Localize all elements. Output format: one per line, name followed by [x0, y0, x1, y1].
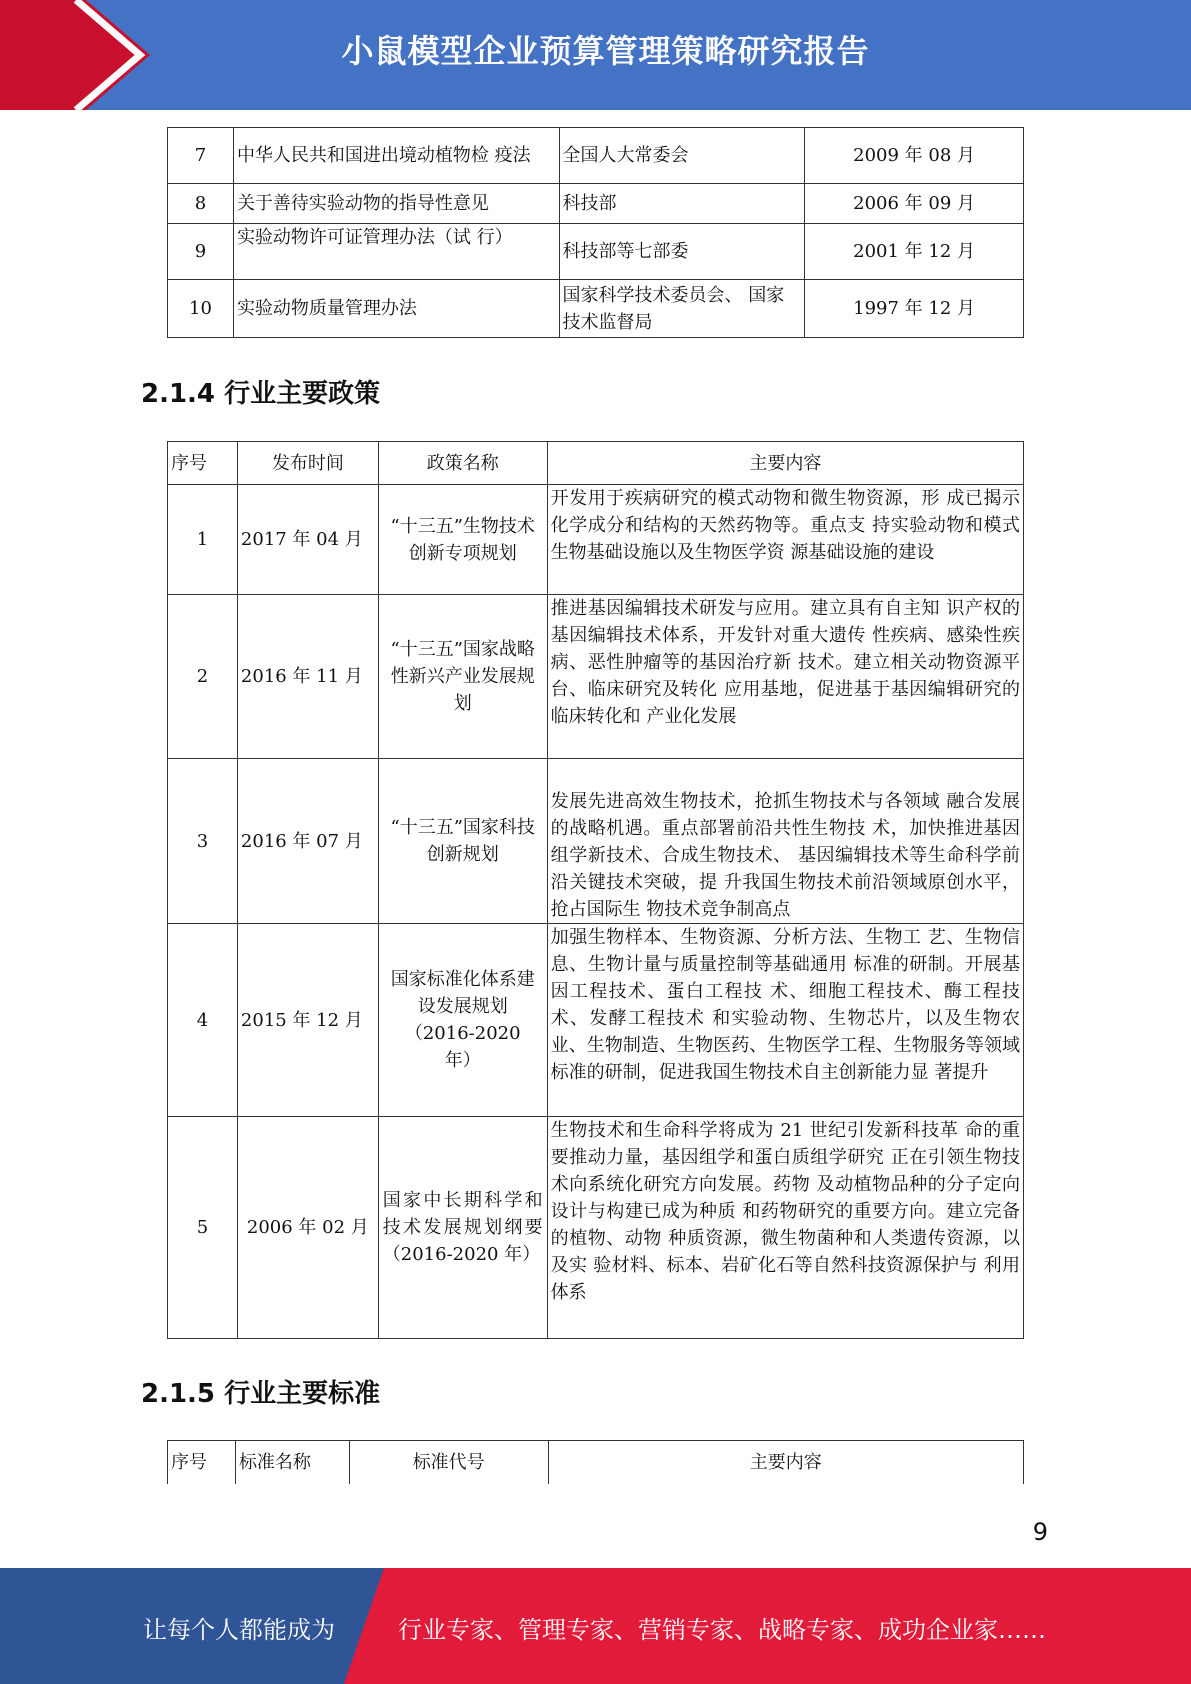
header-name: 标准名称: [235, 1441, 349, 1484]
standard-table: [167, 1440, 1024, 1484]
policy-content: 生物技术和生命科学将成为 21 世纪引发新科技革 命的重要推动力量，基因组学和蛋白质组学研究 正在引领生物技术向系统化研究方向发展。药物 及动植物品种的分子定向设计与构建已成为种质 和药物研究的重要方向。建立完备的植物、动物 种质资源，微生物菌种和人类遗传资源，以及实 验材料、标本、岩矿化石等自然科技资源保护与 利用体系: [547, 1117, 1023, 1339]
header-content: 主要内容: [548, 1441, 1023, 1484]
row-number: 7: [168, 128, 234, 184]
row-number: 2: [168, 595, 238, 759]
page-footer: [0, 1568, 1191, 1684]
row-number: 1: [168, 485, 238, 595]
policy-date: 2015 年 12 月: [237, 924, 378, 1117]
row-number: 9: [168, 224, 234, 280]
table-row: [168, 924, 1024, 1117]
issuing-body: 科技部等七部委: [559, 224, 805, 280]
policy-name: 国家标准化体系建设发展规划（2016-2020 年）: [378, 924, 547, 1117]
row-number: 10: [168, 280, 234, 338]
row-number: 3: [168, 759, 238, 924]
table-row: [168, 184, 1024, 224]
policy-name: “十三五”国家战略性新兴产业发展规划: [378, 595, 547, 759]
policy-content: 发展先进高效生物技术，抢抓生物技术与各领域 融合发展的战略机遇。重点部署前沿共性生物技 术，加快推进基因组学新技术、合成生物技术、 基因编辑技术等生命科学前沿关键技术突破，提 升我国生物技术前沿领域原创水平，抢占国际生 物技术竞争制高点: [547, 759, 1023, 924]
header-no: 序号: [168, 442, 238, 485]
header-content: 主要内容: [547, 442, 1023, 485]
page-header: [0, 0, 1191, 110]
policy-date: 2006 年 02 月: [237, 1117, 378, 1339]
table-row: [168, 1117, 1024, 1339]
policy-name: “十三五”国家科技创新规划: [378, 759, 547, 924]
table-row: [168, 224, 1024, 280]
report-title: 小鼠模型企业预算管理策略研究报告: [341, 32, 870, 70]
issuing-body: 科技部: [559, 184, 805, 224]
table-row: [168, 595, 1024, 759]
policy-content: 加强生物样本、生物资源、分析方法、生物工 艺、生物信息、生物计量与质量控制等基础通用 标准的研制。开展基因工程技术、蛋白工程技 术、细胞工程技术、酶工程技术、发酵工程技术 和实验动物、生物芯片，以及生物农业、生物制造、生物医药、生物医学工程、生物服务等领域 标准的研制，促进我国生物技术自主创新能力显 著提升: [547, 924, 1023, 1117]
header-name: 政策名称: [378, 442, 547, 485]
law-name: 中华人民共和国进出境动植物检 疫法: [233, 128, 559, 184]
footer-slogan-left: 让每个人都能成为: [143, 1616, 335, 1644]
policy-name: “十三五”生物技术创新专项规划: [378, 485, 547, 595]
header-code: 标准代号: [349, 1441, 548, 1484]
policy-name: 国家中长期科学和技术发展规划纲要 （2016-2020 年）: [378, 1117, 547, 1339]
issuing-body: 全国人大常委会: [559, 128, 805, 184]
policy-date: 2016 年 07 月: [237, 759, 378, 924]
policy-table: [167, 441, 1024, 1339]
table-header-row: [168, 442, 1024, 485]
footer-slogan-right: 行业专家、管理专家、营销专家、战略专家、成功企业家……: [398, 1616, 1046, 1644]
header-date: 发布时间: [237, 442, 378, 485]
row-number: 5: [168, 1117, 238, 1339]
issuing-body: 国家科学技术委员会、 国家技术监督局: [559, 280, 805, 338]
page-number: 9: [1032, 1518, 1048, 1546]
issue-date: 2009 年 08 月: [805, 128, 1024, 184]
law-name: 关于善待实验动物的指导性意见: [233, 184, 559, 224]
table-row: [168, 128, 1024, 184]
law-name: 实验动物质量管理办法: [233, 280, 559, 338]
issue-date: 2001 年 12 月: [805, 224, 1024, 280]
table-row: [168, 280, 1024, 338]
law-table: [167, 127, 1024, 338]
section-heading-standards: 2.1.5 行业主要标准: [141, 1379, 381, 1409]
row-number: 8: [168, 184, 234, 224]
table-row: [168, 759, 1024, 924]
policy-date: 2016 年 11 月: [237, 595, 378, 759]
issue-date: 1997 年 12 月: [805, 280, 1024, 338]
issue-date: 2006 年 09 月: [805, 184, 1024, 224]
section-heading-policies: 2.1.4 行业主要政策: [141, 379, 381, 409]
table-row: [168, 485, 1024, 595]
header-no: 序号: [168, 1441, 236, 1484]
policy-content: 推进基因编辑技术研发与应用。建立具有自主知 识产权的基因编辑技术体系，开发针对重大遗传 性疾病、感染性疾病、恶性肿瘤等的基因治疗新 技术。建立相关动物资源平台、临床研究及转化 应用基地，促进基于基因编辑研究的临床转化和 产业化发展: [547, 595, 1023, 759]
row-number: 4: [168, 924, 238, 1117]
policy-date: 2017 年 04 月: [237, 485, 378, 595]
law-name: 实验动物许可证管理办法（试 行）: [233, 224, 559, 280]
table-header-row: [168, 1441, 1024, 1484]
policy-content: 开发用于疾病研究的模式动物和微生物资源，形 成已揭示化学成分和结构的天然药物等。重点支 持实验动物和模式生物基础设施以及生物医学资 源基础设施的建设: [547, 485, 1023, 595]
